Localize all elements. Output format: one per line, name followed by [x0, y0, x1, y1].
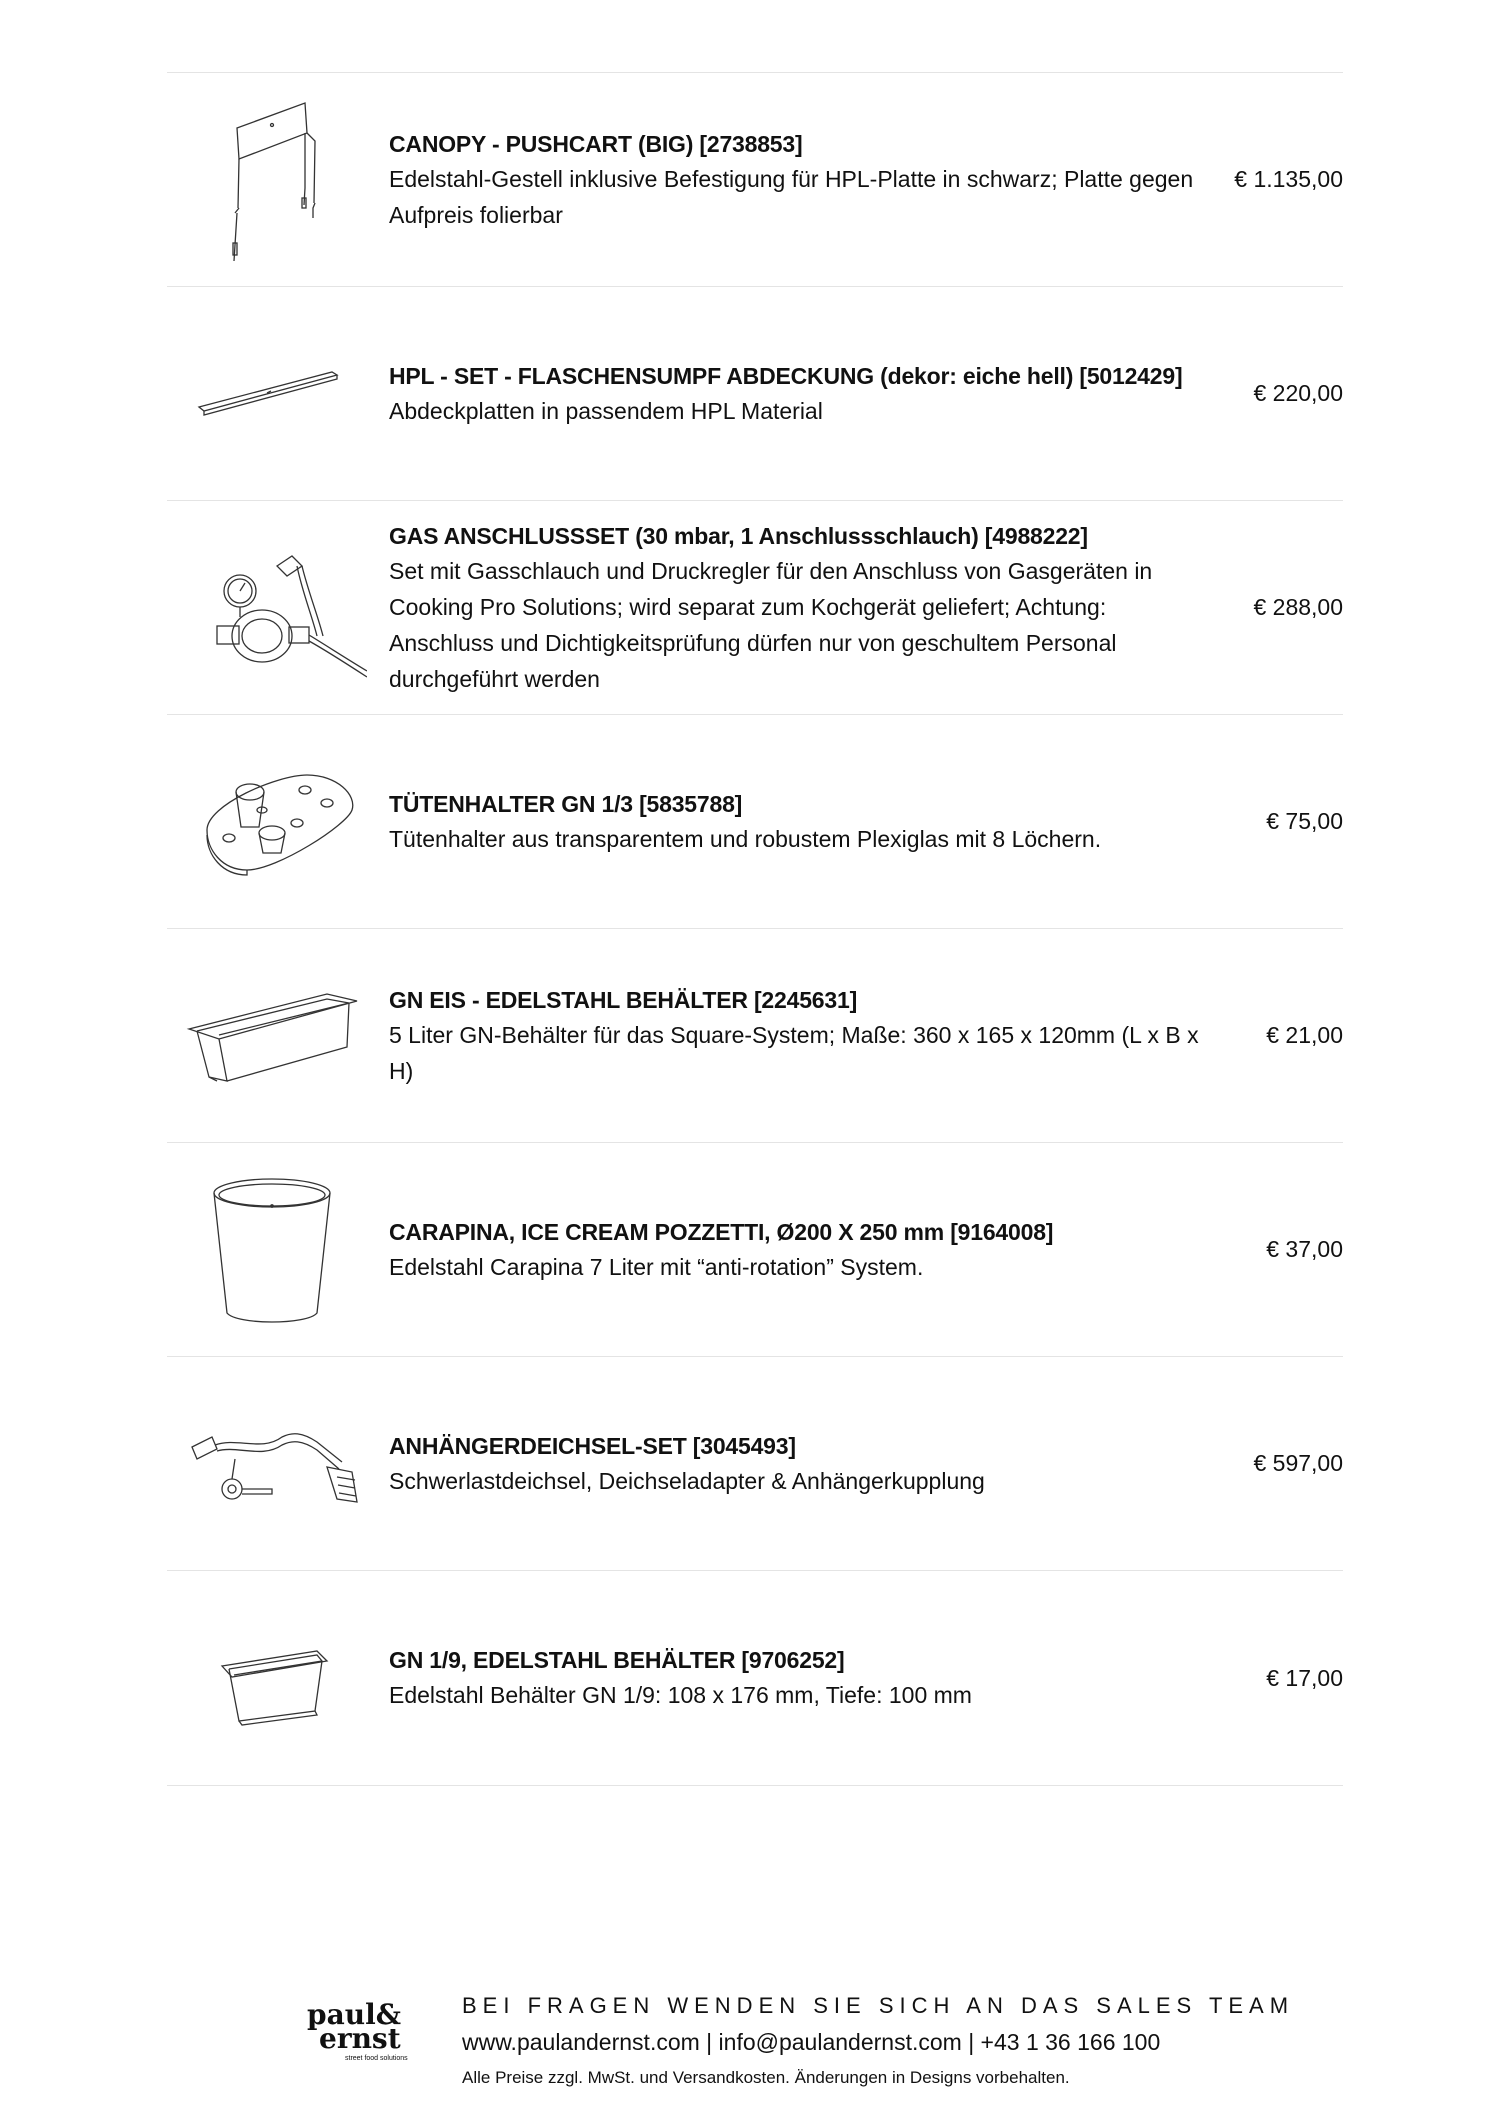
product-info: [389, 501, 1213, 714]
product-list: [167, 72, 1343, 1786]
footer-text: [462, 1990, 1294, 2094]
product-info: [389, 1143, 1213, 1356]
product-description: Tütenhalter aus transparentem und robustem Plexiglas mit 8 Löchern.: [389, 825, 1102, 852]
product-row: [167, 72, 1343, 286]
product-row: [167, 714, 1343, 928]
carapina-icon: [177, 1163, 367, 1338]
product-info: [389, 73, 1213, 286]
product-price: € 288,00: [1253, 594, 1343, 620]
product-price: € 37,00: [1266, 1236, 1343, 1262]
sales-team-heading: BEI FRAGEN WENDEN SIE SICH AN DAS SALES TEAM: [462, 1993, 1295, 2018]
product-title: HPL - SET - FLASCHENSUMPF ABDECKUNG (dekor: eiche hell) [5012429]: [389, 362, 1183, 389]
product-row: [167, 286, 1343, 500]
product-info: [389, 1571, 1213, 1785]
product-description: Edelstahl Carapina 7 Liter mit “anti-rotation” System.: [389, 1253, 924, 1280]
product-title: GAS ANSCHLUSSSET (30 mbar, 1 Anschlussschlauch) [4988222]: [389, 522, 1088, 549]
product-price: € 17,00: [1266, 1664, 1343, 1691]
cover-plate-icon: [177, 307, 367, 482]
product-title: CARAPINA, ICE CREAM POZZETTI, Ø200 X 250 mm [9164008]: [389, 1218, 1054, 1245]
footer: [305, 1990, 1305, 2100]
product-title: TÜTENHALTER GN 1/3 [5835788]: [389, 790, 743, 817]
gn-container-icon: [177, 949, 367, 1124]
product-description: 5 Liter GN-Behälter für das Square-System; Maße: 360 x 165 x 120mm (L x B x H): [389, 1021, 1199, 1084]
product-row: [167, 500, 1343, 714]
product-row: [167, 928, 1343, 1142]
product-info: [389, 1357, 1213, 1570]
company-logo: [305, 1996, 425, 2066]
product-title: GN EIS - EDELSTAHL BEHÄLTER [2245631]: [389, 986, 858, 1013]
product-row: [167, 1570, 1343, 1786]
price-note: Alle Preise zzgl. MwSt. und Versandkosten. Änderungen in Designs vorbehalten.: [462, 2068, 1070, 2087]
product-description: Edelstahl-Gestell inklusive Befestigung für HPL-Platte in schwarz; Platte gegen Aufpreis folierbar: [389, 165, 1194, 228]
product-title: CANOPY - PUSHCART (BIG) [2738853]: [389, 130, 803, 157]
product-description: Set mit Gasschlauch und Druckregler für den Anschluss von Gasgeräten in Cooking Pro Solutions; wird separat zum Kochgerät geliefert; Achtung: Anschluss und Dichtigkeitsprüfung dürfen nur von geschultem Personal durchgeführt werden: [389, 557, 1153, 692]
product-row: [167, 1142, 1343, 1356]
product-title: ANHÄNGERDEICHSEL-SET [3045493]: [389, 1432, 796, 1459]
product-title: GN 1/9, EDELSTAHL BEHÄLTER [9706252]: [389, 1647, 845, 1673]
product-info: [389, 715, 1213, 928]
product-row: [167, 1356, 1343, 1570]
cone-holder-icon: [177, 735, 367, 910]
product-price: € 75,00: [1266, 808, 1343, 834]
product-price: € 220,00: [1253, 380, 1343, 406]
product-price: € 21,00: [1266, 1022, 1343, 1048]
gas-regulator-icon: [177, 521, 367, 696]
drawbar-icon: [177, 1377, 367, 1552]
product-info: [389, 929, 1213, 1142]
product-description: Edelstahl Behälter GN 1/9: 108 x 176 mm, Tiefe: 100 mm: [389, 1682, 972, 1708]
product-info: [389, 287, 1213, 500]
small-container-icon: [177, 1591, 367, 1766]
logo-line-1: paul&: [307, 1998, 401, 2031]
contact-line[interactable]: www.paulandernst.com | info@paulandernst.com | +43 1 36 166 100: [462, 2029, 1161, 2055]
product-description: Abdeckplatten in passendem HPL Material: [389, 397, 823, 424]
logo-line-2: ernst: [319, 2022, 401, 2055]
canopy-frame-icon: [177, 93, 367, 268]
product-price: € 597,00: [1253, 1450, 1343, 1476]
product-description: Schwerlastdeichsel, Deichseladapter & Anhängerkupplung: [389, 1467, 985, 1494]
logo-tagline: street food solutions: [345, 2055, 408, 2062]
product-price: € 1.135,00: [1234, 166, 1343, 192]
